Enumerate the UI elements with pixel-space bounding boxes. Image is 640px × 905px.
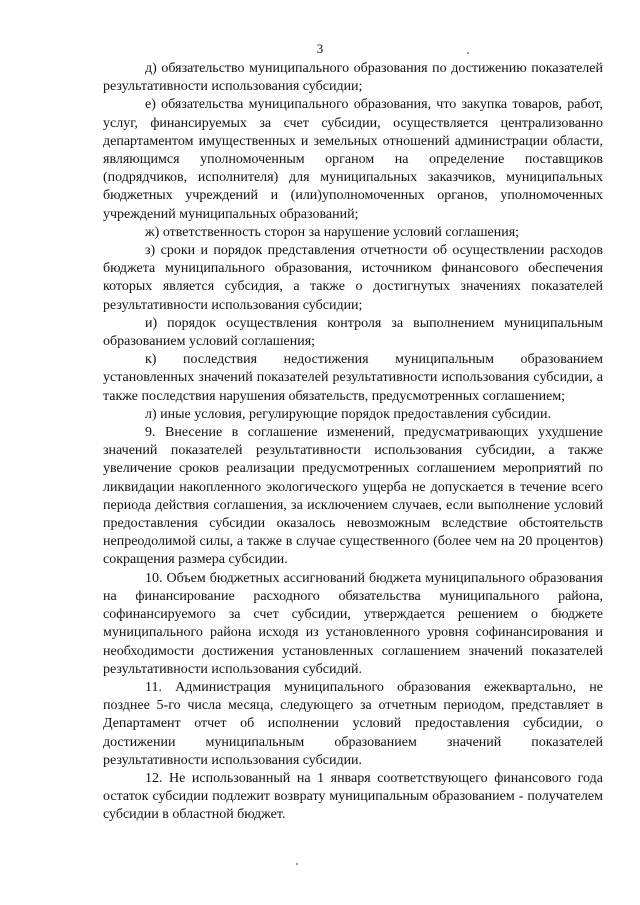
page-number: 3 [316, 41, 324, 56]
clause-9: 9. Внесение в соглашение изменений, предусматривающих ухудшение значений показателей результативности использования субсидии, а также увеличение сроков реализации предусмотренных соглашением мероприятий по ликвидации накопленного экологического ущерба не допускается в течение всего периода действия соглашения, за исключением случаев, если выполнение условий предоставления субсидии оказалось невозможным вследствие обстоятельств непреодолимой силы, а также в случае существенного (более чем на 20 процентов) сокращения размера субсидии. [103, 425, 603, 568]
clause-10: 10. Объем бюджетных ассигнований бюджета муниципального образования на финансирование расходного обязательства муниципального района, софинансируемого за счет субсидии, утверждается решением о бюджете муниципального района исходя из установленного уровня софинансирования и необходимости достижения установленных соглашением значений показателей результативности использования субсидий. [103, 570, 603, 677]
scan-speck [467, 52, 469, 54]
scan-speck [296, 863, 298, 865]
paragraph-z: з) сроки и порядок представления отчетности об осуществлении расходов бюджета муниципального образования, источником финансового обеспечения которых является субсидия, а также о достигнутых значениях показателей результативности использования субсидии; [103, 243, 603, 313]
paragraph-l: л) иные условия, регулирующие порядок предоставления субсидии. [145, 406, 551, 422]
paragraph-e: е) обязательства муниципального образования, что закупка товаров, работ, услуг, финансируемых за счет субсидии, осуществляется централизованно департаментом имущественных и земельных отношений администрации области, являющимся уполномоченным органом на определение поставщиков (подрядчиков, исполнителя) для муниципальных заказчиков, муниципальных бюджетных учреждений и (или)уполномоченных органов, уполномоченных учреждений муниципальных образований; [103, 97, 603, 222]
paragraph-zh: ж) ответственность сторон за нарушение условий соглашения; [145, 224, 520, 240]
clause-12: 12. Не использованный на 1 января соответствующего финансового года остаток субсидии подлежит возврату муниципальным образованием - получателем субсидии в областной бюджет. [103, 770, 603, 823]
document-body [103, 60, 603, 825]
clause-11: 11. Администрация муниципального образования ежеквартально, не позднее 5-го числа месяца, следующего за отчетным периодом, представляет в Департамент отчет об исполнении условий предоставления субсидии, о достижении муниципальным образованием значений показателей результативности использования субсидии. [103, 679, 603, 768]
paragraph-k: к) последствия недостижения муниципальным образованием установленных значений показателей результативности использования субсидии, а также последствия нарушения обязательств, предусмотренных соглашением; [103, 352, 603, 404]
paragraph-i: и) порядок осуществления контроля за выполнением муниципальным образованием условий соглашения; [103, 315, 603, 350]
paragraph-d: д) обязательство муниципального образования по достижению показателей результативности использования субсидии; [103, 61, 603, 95]
